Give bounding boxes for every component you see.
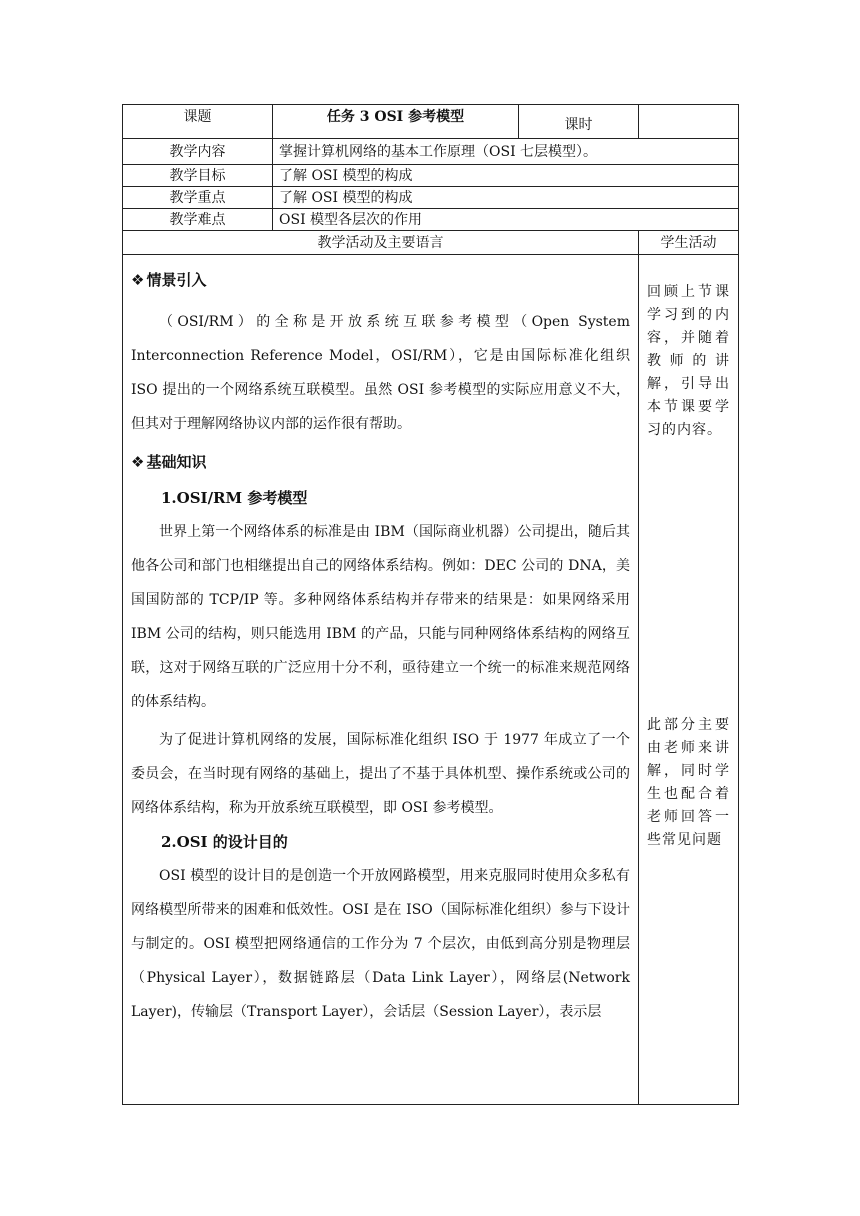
column-header-row: [123, 231, 739, 255]
info-value: 了解 OSI 模型的构成: [273, 187, 739, 209]
subsection-title: 1.OSI/RM 参考模型: [161, 489, 308, 507]
paragraph: 为了促进计算机网络的发展，国际标准化组织 ISO 于 1977 年成立了一个委员会，在当时现有网络的基础上，提出了不基于具体机型、操作系统或公司的网络体系结构，称为开放系统互联模型，即 OSI 参考模型。: [131, 732, 630, 816]
topic-label: 课题: [123, 105, 273, 139]
content-row: [123, 255, 739, 1105]
info-row: [123, 209, 739, 231]
info-value: 掌握计算机网络的基本工作原理（OSI 七层模型）。: [273, 139, 739, 165]
topic-row: [123, 105, 739, 139]
period-value: [639, 105, 739, 139]
activities-content: [123, 255, 639, 1105]
activities-header: 教学活动及主要语言: [123, 231, 639, 255]
student-content: [639, 255, 739, 1105]
lesson-plan-table: [122, 104, 739, 1105]
info-row: [123, 139, 739, 165]
student-header: 学生活动: [639, 231, 739, 255]
section-basics-title: ❖ 基础知识: [131, 453, 207, 471]
info-label: 教学目标: [123, 165, 273, 187]
paragraph: 世界上第一个网络体系的标准是由 IBM（国际商业机器）公司提出，随后其他各公司和部门也相继提出自己的网络体系结构。例如：DEC 公司的 DNA，美国国防部的 TCP/IP 等。多种网络体系结构并存带来的结果是：如果网络采用 IBM 公司的结构，则只能选用 IBM 的产品，只能与同种网络体系结构的网络互联，这对于网络互联的广泛应用十分不利，亟待建立一个统一的标准来规范网络的体系结构。: [131, 524, 630, 710]
info-label: 教学内容: [123, 139, 273, 165]
student-note: 回顾上节课学习到的内容，并随着教师的讲解，引导出本节课要学习的内容。: [647, 284, 730, 438]
info-row: [123, 165, 739, 187]
subsection-title: 2.OSI 的设计目的: [161, 833, 288, 851]
topic-value: 任务 3 OSI 参考模型: [273, 105, 519, 139]
student-note: 此部分主要由老师来讲解，同时学生也配合着老师回答一些常见问题: [647, 717, 730, 848]
spacer: [647, 442, 730, 714]
paragraph: （OSI/RM）的全称是开放系统互联参考模型（Open System Interconnection Reference Model，OSI/RM），它是由国际标准化组织 ISO 提出的一个网络系统互联模型。虽然 OSI 参考模型的实际应用意义不大，但其对于理解网络协议内部的运作很有帮助。: [131, 314, 630, 432]
period-label: 课时: [519, 105, 639, 139]
info-value: 了解 OSI 模型的构成: [273, 165, 739, 187]
section-intro-title: ❖ 情景引入: [131, 271, 207, 289]
diamond-bullet-icon: ❖: [131, 453, 145, 471]
diamond-bullet-icon: ❖: [131, 271, 145, 289]
info-label: 教学重点: [123, 187, 273, 209]
info-row: [123, 187, 739, 209]
info-label: 教学难点: [123, 209, 273, 231]
info-value: OSI 模型各层次的作用: [273, 209, 739, 231]
paragraph: OSI 模型的设计目的是创造一个开放网路模型，用来克服同时使用众多私有网络模型所带来的困难和低效性。OSI 是在 ISO（国际标准化组织）参与下设计与制定的。OSI 模型把网络通信的工作分为 7 个层次，由低到高分别是物理层（Physical Layer），数据链路层（Data Link Layer），网络层(Network Layer)，传输层（Transport Layer），会话层（Session Layer），表示层: [131, 868, 630, 1020]
